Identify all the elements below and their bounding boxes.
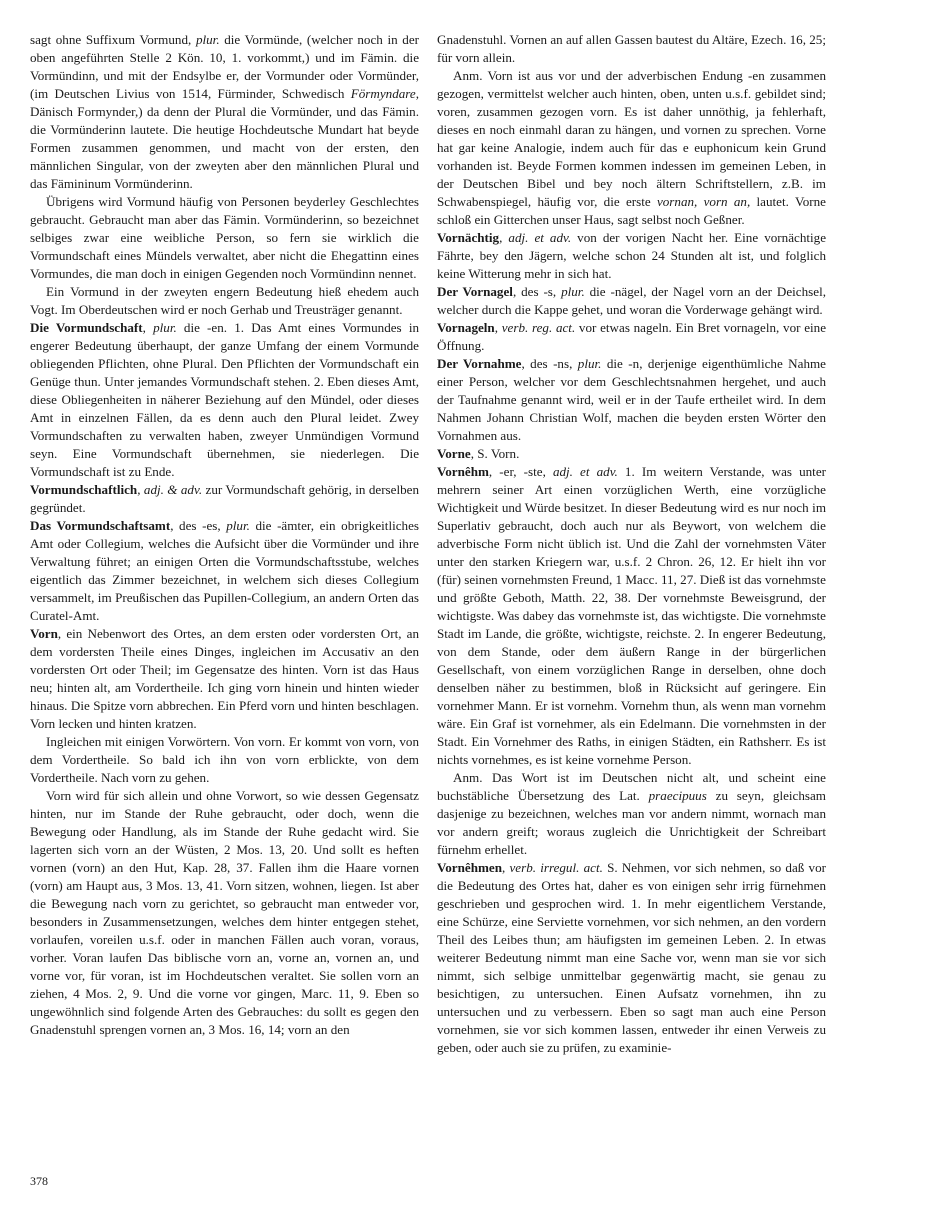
grammar-label: verb. irregul. act. [509,860,603,875]
grammar-label: adj. & adv. [143,482,203,497]
entry-vorne [437,445,826,463]
annotation-paragraph [437,67,826,229]
grammar-label: plur. [577,356,602,371]
text-run: , -er, -ste, [488,464,553,479]
entry-headword: Das Vormundschaftsamt [30,518,171,533]
entry-vornehmen [437,859,826,1057]
paragraph [437,31,826,67]
text-run: , des -ns, [521,356,578,371]
text-run: S. Nehmen, vor sich nehmen, so daß vor die Bedeutung des Ortes hat, daher es von einigen sehr irrig fürnehmen geschrieben und gesprochen wird. 1. In mehr eigentlichem Verstande, eine Schürze, eine Serviette vornehmen, vor sich nehmen, an den vordern Theil des Leibes thun; am häufigsten im gemeinen Leben. 2. In etwas weiterer Bedeutung nimmt man eine Sache vor, wenn man sie vor sich nimmt, sich selbige unmittelbar gegenwärtig macht, sie genau zu besichtigen, zu untersuchen. Einen Aufsatz vornehmen, ihn zu untersuchen und zu verbessern. Eben so sagt man auch eine Person vornehmen, sie vor sich kommen lassen, entweder ihr einen Verweis zu geben, oder auch sie zu prüfen, zu examinie- [437,860,826,1055]
text-run: zu seyn, gleichsam dasjenige zu bezeichnen, welches man vor andern nimmt, wornach man vor andern greift; woraus zugleich die Unrichtigkeit der Schreibart fürnehm erhellet. [437,788,826,857]
grammar-label: praecipuus [648,788,707,803]
entry-headword: Der Vornahme [437,356,522,371]
grammar-label: verb. reg. act. [501,320,576,335]
entry-vornaechtig [437,229,826,283]
text-run: Ein Vormund in der zweyten engern Bedeutung hieß ehedem auch Vogt. Im Oberdeutschen wird er noch Gerhab und Treusträger genannt. [30,284,419,317]
text-run: , [494,320,502,335]
text-run: zur Vormundschaft gehörig, in derselben gegründet. [30,482,420,515]
entry-vormundschaftsamt [30,517,419,625]
text-run: , [499,230,509,245]
entry-headword: Vornêhmen [437,860,502,875]
text-run: , [137,482,144,497]
text-run: die -en. 1. Das Amt eines Vormundes in engerer Bedeutung überhaupt, der ganze Umfang der einem Vormunde obliegenden Pflichten, ohne Plural. Den Pflichten der Vormundschaft ein Genüge thun. Unter jemandes Vormundschaft stehen. 2. Eben dieses Amt, diese Obliegenheiten in näherer Beziehung auf den Mündel, oder dieses Amt in einzelnen Fällen, da es denn auch den Plural leidet. Zwey Vormundschaften zu verwalten haben, zweyer Unmündigen Vormund seyn. Eine Vormundschaft übernehmen, sie niederlegen. Die Vormundschaft ist zu Ende. [30,320,419,479]
text-run: , [142,320,154,335]
grammar-label: adj. et adv. [552,464,618,479]
text-run: , des -s, [512,284,562,299]
grammar-label: plur. [195,32,220,47]
entry-headword: Vornageln [437,320,495,335]
grammar-label: plur. [561,284,585,299]
text-run: sagt ohne Suffixum Vormund, [30,32,196,47]
entry-vormundschaft [30,319,419,481]
grammar-label: Förmyndare, [350,86,419,101]
text-run: Anm. Das Wort ist im Deutschen nicht alt, und scheint eine buchstäbliche Übersetzung des Lat. [437,770,826,803]
annotation-paragraph [437,769,826,859]
text-run: Gnadenstuhl. Vornen an auf allen Gassen bautest du Altäre, Ezech. 16, 25; für vorn allein. [437,32,826,65]
right-column [437,31,826,1057]
text-run: , ein Nebenwort des Ortes, an dem ersten oder vordersten Ort, an dem vordersten Theile eines Dinges, ingleichen im Accusativ an den vordersten Ort oder Theil; im Gegensatze des hinten. Vorn ist das Haus neu; hinten alt, am Vordertheile. Ich ging vorn hinein und hinten wieder hinaus. Die Spitze vorn abbrechen. Ein Pferd vorn und hinten beschlagen. Vorn lecken und hinten kratzen. [30,626,419,731]
text-run: Übrigens wird Vormund häufig von Personen beyderley Geschlechtes gebraucht. Gebraucht man aber das Fämin. Vormünderinn, so bezeichnet selbiges zwar eine weibliche Person, so fern sie wirklich die Vormundschaft eines Mündels verwaltet, aber nicht die Ehegattinn eines Vormundes, die man doch in einigen Gegenden noch Vormündinn nennet. [30,194,419,281]
left-column [30,31,419,1039]
entry-vornagel [437,283,826,319]
text-run: Anm. Vorn ist aus vor und der adverbischen Endung -en zusammen gezogen, vermittelst welcher auch hinten, oben, unten u.s.f. gebildet sind; voren, zusammen gezogen vorn. Es ist daher unnöthig, ja fehlerhaft, dieses en noch einmahl daran zu hängen, und vornen zu sprechen. Vorne hat gar keine Analogie, indem auch für das e euphonicum kein Grund vorhanden ist. Beyde Formen kommen indessen im gemeinen Leben, in der Deutschen Bibel und bey noch ältern Schriftstellern, z.B. im Schwabenspiegel, häufig vor, die erste [437,68,826,209]
text-run: vor etwas nageln. Ein Bret vornageln, vor eine Öffnung. [437,320,826,353]
entry-headword: Der Vornagel [437,284,513,299]
text-run: Vorn wird für sich allein und ohne Vorwort, so wie dessen Gegensatz hinten, nur im Stande der Ruhe gebraucht, oder doch, wenn die Bewegung oder Handlung, als im Stande der Ruhe gedacht wird. Sie lagerten sich vorn an der Wüsten, 2 Mos. 13, 20. Und sollt es heften vornen (vorn) an den Hut, Kap. 28, 37. Fallen ihm die Haare vornen (vorn) am Haupt aus, 3 Mos. 13, 41. Vorn sitzen, wohnen, liegen. Ist aber die Bewegung nach vorn zu gerichtet, so gebraucht man entweder vor, besonders in Zusammensetzungen, welches dem hinter entgegen stehet, vorlaufen, voreilen u.s.f. oder in manchen Fällen auch voran, voraus, vorher. Voran laufen Das biblische vorn an, vorne an, vornen an, und vorne vor, für voran, ist im Hochdeutschen veraltet. Sie sollen vorn an ziehen, 4 Mos. 2, 9. Und die vorne vor gingen, Marc. 11, 9. Eben so ungewöhnlich sind folgende Arten des Gebrauches: du sollt es gegen den Gnadenstuhl sprengen vornen an, 3 Mos. 16, 14; vorn an den [30,788,419,1037]
text-run: lautet. Vorne schloß ein Gitterchen unser Haus, sagt selbst noch Geßner. [437,194,826,227]
grammar-label: plur. [153,320,177,335]
text-run: von der vorigen Nacht her. Eine vornächtige Fährte, bey den Jägern, welche schon 24 Stunden alt ist, und folglich keine Witterung mehr in sich hat. [437,230,827,281]
text-run: die -nägel, der Nagel vorn an der Deichsel, welcher durch die Kappe gehet, und woran die Vorderwage gehängt wird. [437,284,826,317]
paragraph [30,283,419,319]
entry-vornageln [437,319,826,355]
entry-vorn [30,625,419,733]
entry-headword: Vorne [437,446,471,461]
entry-headword: Die Vormundschaft [30,320,143,335]
text-run: 1. Im weitern Verstande, was unter mehrern seiner Art einen vorzüglichen Werth, eine vorzügliche Wichtigkeit und Würde besitzet. In dieser Bedeutung wird es nur noch im Superlativ gebraucht, doch auch nur als Beywort, von welchem die adverbische Form nicht üblich ist. Und die Zahl der vornehmsten Väter unter den starken Kriegern war, u.s.f. 2 Chron. 26, 12. Er hielt ihn vor (für) seinen vornehmsten Freund, 1 Macc. 11, 27. Dieß ist das vornehmste und größte Geboth, Matth. 22, 38. Der vornehmste Beweisgrund, der wichtigste. Was dabey das vornehmste ist, das wichtigste. Die vornehmste Stadt im Lande, die größte, wichtigste, reichste. 2. In engerer Bedeutung, von dem Stande, oder dem äußern Range in der bürgerlichen Gesellschaft, von einem vorzüglichen Range in derselben, ohne doch denselben näher zu bestimmen, bloß in Rücksicht auf geringere. Ein vornehmer Mann. Er ist vornehm. Vornehm thun, als wenn man vornehm wäre. Ein Graf ist vornehmer, als ein Edelmann. Die vornehmsten in der Stadt. Ein Vornehmer des Raths, in einigen Städten, ein Rathsherr. Es ist nichts vornehmes, es ist keine vornehme Person. [437,464,826,767]
text-run: die Vormünde, (welcher noch in der oben angeführten Stelle 2 Kön. 10, 1. vorkommt,) und im Fämin. die Vormündinn, und mit der Endsylbe er, der Vormunder oder Vormünder, (im Deutschen Livius von 1514, Fürminder, Schwedisch [30,32,420,101]
entry-vormundschaftlich [30,481,419,517]
text-run: Dänisch Formynder,) da denn der Plural die Vormünder, und das Fämin. die Vormünderinn lautete. Die heutige Hochdeutsche Mundart hat beyde Formen zusammen genommen, und macht von der ersten, den männlichen Singular, von der zweyten aber den männlichen Plural und das Fämininum Vormünderinn. [30,104,419,191]
entry-headword: Vornächtig [437,230,500,245]
text-run: , des -es, [170,518,227,533]
text-run: die -n, derjenige eigenthümliche Nahme einer Person, welcher vor dem Geschlechtsnahmen hergehet, und auch der Taufnahme genannt wird, weil er in der Taufe ertheilet wird. In dem Nahmen Johann Christian Wolf, machen die beyden ersten Wörter den Vornahmen aus. [437,356,826,443]
entry-vornehm [437,463,826,769]
grammar-label: plur. [226,518,250,533]
text-run: die -ämter, ein obrigkeitliches Amt oder Collegium, welches die Aufsicht über die Vormünder und ihre Verwaltung führet; an einigen Orten die Vormundschaftsstube, welches eigentlich das Zimmer bezeichnet, in welchem sich dieses Collegium versammelt, im Preußischen das Pupillen-Collegium, an andern Orten das Curatel-Amt. [30,518,419,623]
entry-headword: Vornêhm [437,464,489,479]
grammar-label: vornan, vorn an, [656,194,751,209]
grammar-label: adj. et adv. [508,230,572,245]
entry-headword: Vorn [30,626,58,641]
text-run: , S. Vorn. [470,446,520,461]
paragraph [30,787,419,1039]
paragraph [30,733,419,787]
text-run: Ingleichen mit einigen Vorwörtern. Von vorn. Er kommt von vorn, von dem Vordertheile. So bald ich ihn von vorn erblickte, von dem Vordertheile. Nach vorn zu gehen. [30,734,419,785]
text-run: , [502,860,510,875]
paragraph [30,31,419,193]
page-number: 378 [30,1174,48,1188]
entry-vornahme [437,355,826,445]
entry-headword: Vormundschaftlich [30,482,138,497]
paragraph [30,193,419,283]
